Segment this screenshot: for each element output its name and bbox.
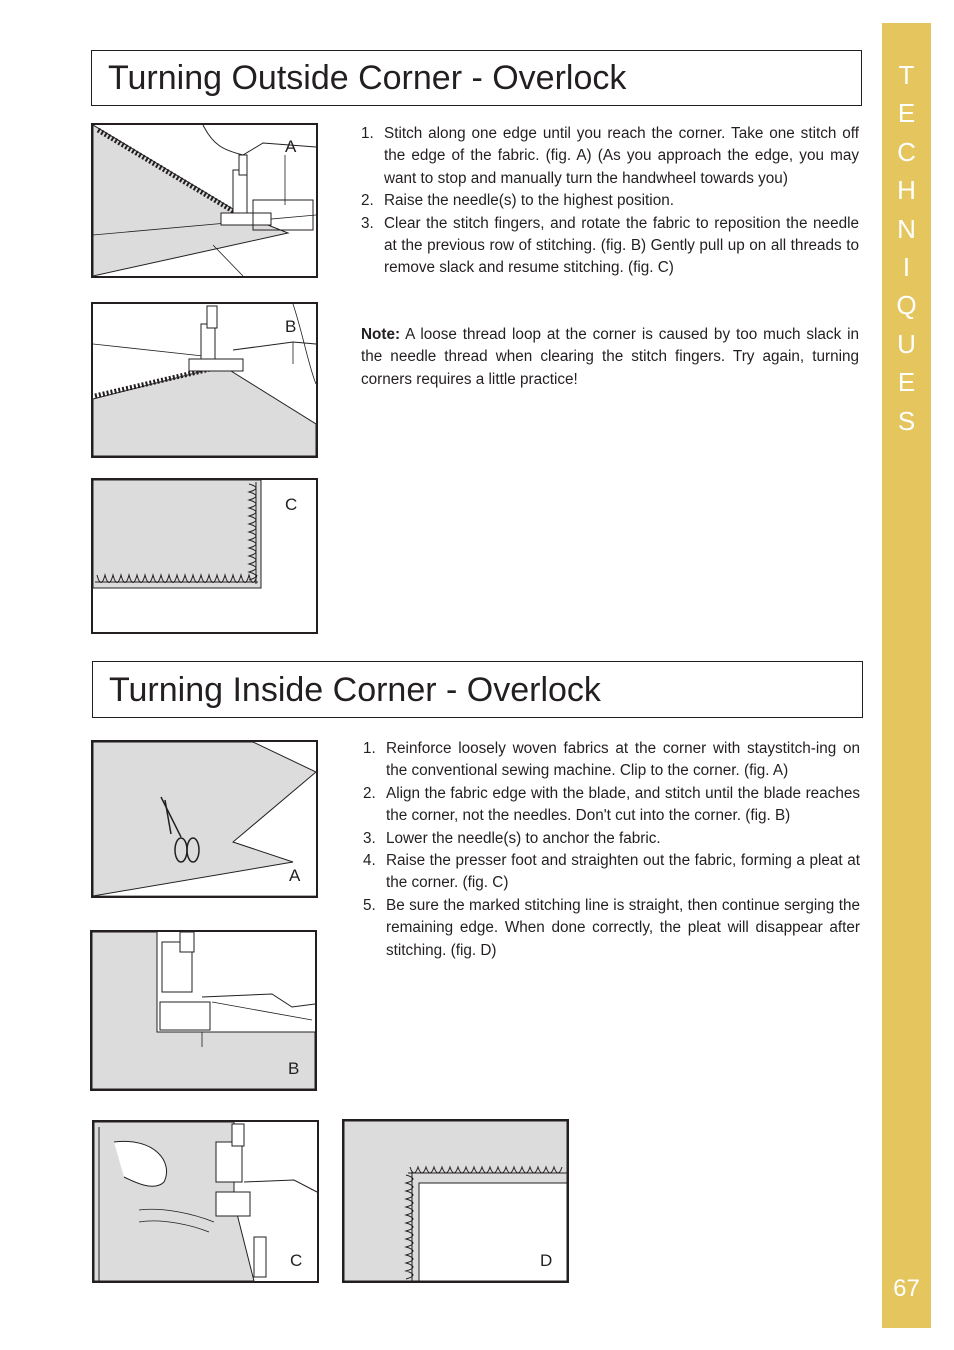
inside-step bbox=[363, 850, 860, 895]
step-number: 1. bbox=[361, 125, 374, 142]
inside-figure-b-label: B bbox=[288, 1059, 300, 1078]
inside-figure-a-label: A bbox=[289, 866, 301, 885]
step-number: 2. bbox=[363, 784, 376, 802]
outside-note bbox=[361, 324, 859, 391]
inside-figure-c-illustration bbox=[94, 1122, 317, 1281]
outside-figure-b-illustration bbox=[93, 304, 316, 456]
tab-letter: H bbox=[897, 175, 916, 206]
tab-letter: Q bbox=[896, 290, 917, 321]
tab-letter: I bbox=[902, 251, 911, 282]
techniques-side-tab bbox=[882, 23, 931, 1328]
step-number: 3. bbox=[361, 214, 374, 232]
step-text: Reinforce loosely woven fabrics at the corner with staystitch-ing on the conventional sewing machine. Clip to the corner. (fig. A) bbox=[386, 740, 860, 780]
inside-steps-list bbox=[363, 738, 860, 962]
tab-letter: E bbox=[897, 98, 916, 129]
outside-figure-a bbox=[91, 123, 318, 278]
inside-figure-d-illustration bbox=[344, 1121, 567, 1281]
step-text: Clear the stitch fingers, and rotate the fabric to reposition the needle at the previous row of stitching. (fig. B) Gently pull up on all threads to remove slack and resume stitching. (fig. C) bbox=[384, 214, 859, 277]
outside-corner-title-text: Turning Outside Corner - Overlock bbox=[108, 59, 627, 97]
step-number: 5. bbox=[363, 896, 376, 914]
outside-figure-c-illustration bbox=[93, 480, 316, 632]
step-number: 1. bbox=[363, 740, 376, 757]
tab-letter: U bbox=[897, 328, 916, 359]
outside-figure-a-illustration bbox=[93, 125, 316, 276]
inside-figure-d bbox=[342, 1119, 569, 1283]
step-text: Raise the presser foot and straighten out the fabric, forming a pleat at the corner. (fig. C) bbox=[386, 852, 860, 892]
inside-figure-c-label: C bbox=[290, 1251, 303, 1270]
inside-figure-d-label: D bbox=[540, 1251, 553, 1270]
inside-step bbox=[363, 828, 860, 850]
outside-step bbox=[361, 190, 859, 212]
outside-figure-b-label: B bbox=[285, 317, 297, 336]
techniques-vertical-label bbox=[882, 56, 931, 440]
outside-step bbox=[361, 213, 859, 280]
outside-step bbox=[361, 123, 859, 190]
step-number: 4. bbox=[363, 852, 376, 870]
inside-step bbox=[363, 783, 860, 828]
tab-letter: C bbox=[897, 136, 916, 167]
tab-letter: T bbox=[898, 60, 915, 90]
outside-figure-c-label: C bbox=[285, 495, 298, 514]
inside-figure-c bbox=[92, 1120, 319, 1283]
step-text: Be sure the marked stitching line is straight, then continue serging the remaining edge. When done correctly, the pleat will disappear after stitching. (fig. D) bbox=[386, 896, 860, 959]
note-text: A loose thread loop at the corner is caused by too much slack in the needle thread when clearing the stitch fingers. Try again, turning corners requires a little practice! bbox=[361, 326, 859, 388]
step-text: Align the fabric edge with the blade, and stitch until the blade reaches the corner, not the needles. Don't cut into the corner. (fig. B) bbox=[386, 784, 860, 825]
inside-figure-a-illustration bbox=[93, 742, 316, 896]
page-number: 67 bbox=[893, 1275, 920, 1302]
outside-figure-b bbox=[91, 302, 318, 458]
outside-corner-title bbox=[91, 50, 862, 106]
step-number: 3. bbox=[363, 829, 376, 847]
inside-figure-b bbox=[90, 930, 317, 1091]
inside-figure-b-illustration bbox=[92, 932, 315, 1089]
outside-steps-list bbox=[361, 123, 859, 280]
step-text: Raise the needle(s) to the highest position. bbox=[384, 192, 674, 210]
outside-figure-a-label: A bbox=[285, 137, 297, 156]
tab-letter: E bbox=[897, 367, 916, 398]
step-text: Stitch along one edge until you reach the corner. Take one stitch off the edge of the fabric. (fig. A) (As you approach the edge, you may want to stop and manually turn the handwheel towards you) bbox=[384, 125, 859, 187]
tab-letter: S bbox=[897, 405, 916, 436]
outside-figure-c bbox=[91, 478, 318, 634]
tab-letter: N bbox=[897, 213, 916, 244]
inside-corner-title bbox=[92, 661, 863, 718]
step-number: 2. bbox=[361, 192, 374, 210]
inside-step bbox=[363, 738, 860, 783]
inside-corner-title-text: Turning Inside Corner - Overlock bbox=[109, 670, 601, 709]
step-text: Lower the needle(s) to anchor the fabric. bbox=[386, 829, 661, 847]
note-label: Note: bbox=[361, 326, 401, 343]
inside-step bbox=[363, 895, 860, 962]
inside-figure-a bbox=[91, 740, 318, 898]
